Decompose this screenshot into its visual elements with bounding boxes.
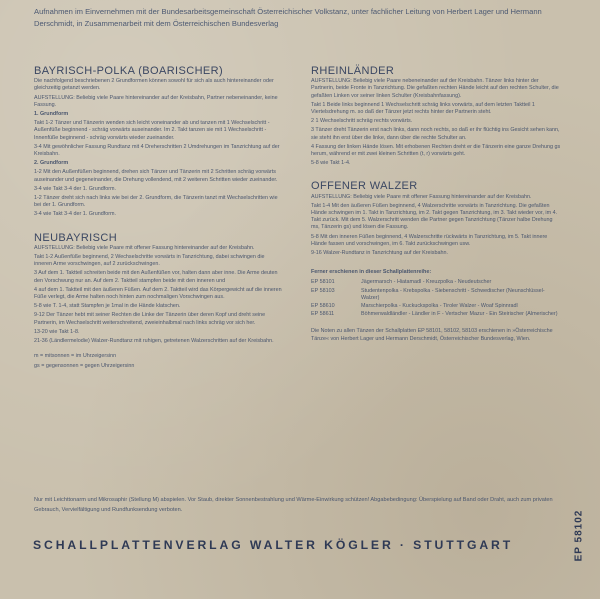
paragraph: 3-4 wie Takt 3-4 der 1. Grundform. [34,211,116,218]
release-title: Jägermarsch - Hiatamadl - Kreuzpolka - Neudeutscher [361,279,492,286]
release-item [311,288,561,302]
paragraph: 9-16 Walzer-Rundtanz in Tanzrichtung auf der Kreisbahn. [311,250,448,257]
legend-item: gs = gegensonnen = gegen Uhrzeigersinn [34,362,135,369]
release-catalog-number: EP 58103 [311,287,335,294]
paragraph: 3 Auf dem 1. Taktteil schreiten beide mit den Außenfüßen vor, halten dann aber inne. Die Arme deuten den Vorschwung nur an. Auf dem 2. Taktteil stampfen beide mit den inneren und [34,270,278,284]
sheet-music-note: Die Noten zu allen Tänzen der Schallplatten EP 58101, 58102, 58103 erschienen in »Österreichische Tänze« von Herbert Lager und Hermann Derschmidt, Österreichischer Bundesverlag, Wien. [311,328,553,342]
bayrisch-polka-title: BAYRISCH-POLKA (BOARISCHER) [34,65,224,77]
paragraph: 5-8 wie T. 1-4, statt Stampfen je 1mal in die Hände klatschen. [34,303,181,310]
bayrisch-polka-text [34,78,282,218]
paragraph: 21-36 (Ländlermelodie) Walzer-Rundtanz mit ruhigen, getretenen Walzerschritten auf der Kreisbahn. [34,338,274,345]
catalog-number [568,495,590,575]
paragraph: 1-2 Mit den Außenfüßen beginnend, drehen sich Tänzer und Tänzerin mit 2 Schritten schräg vorwärts auseinander und gegeneinander, die Drehung vollendend, mit 2 weiteren Schritten wieder zueinander. [34,169,278,183]
rheinlaender-text [311,78,561,167]
subheading: 1. Grundform [34,111,69,118]
catalog-number-text: EP 58102 [573,509,585,561]
subheading: 2. Grundform [34,160,69,167]
paragraph: AUFSTELLUNG: Beliebig viele Paare nebeneinander auf der Kreisbahn. Tänzer links hinter der Partnerin, beide Fronte in Tanzrichtung. Die gefaßten rechten Hände leicht auf den rechten Schulter, die gefaßten Linken vor seiner linken Schulter (Kreisbahnfassung). [311,78,559,99]
neubayrisch-title: NEUBAYRISCH [34,231,118,244]
playback-instructions: Nur mit Leichttonarm und Mikrosaphir (Stellung M) abspielen. Vor Staub, direkter Sonnenbestrahlung und Wärme-Einwirkung schützen! Abgabebedingung: Überspielung auf Band oder Draht, auch zum privaten Gebrauch, Vervielfältigung und Rundfunksendung verboten. [34,497,553,513]
left-column [34,65,282,372]
paragraph: 3 Tänzer dreht Tänzerin erst nach links, dann noch rechts, so daß er ihr flüchtig ins Gesicht sehen kann, sie steht ihn erst über die linke, dann über die rechte Schulter an. [311,127,560,141]
release-catalog-number: EP 58611 [311,311,335,318]
release-catalog-number: EP 58101 [311,279,335,286]
release-title: Marschierpolka - Kuckuckspolka - Tiroler Walzer - Woaf Spinnradl [361,303,518,310]
paragraph: Takt 1-2 Außenfüße beginnend, 2 Wechselschritte vorwärts in Tanzrichtung, dabei schwingen die inneren Arme vorschwingen, auf 2 zurückschwingen. [34,254,265,268]
release-title: Böhmerwaldländler - Ländler in F - Vertscher Mazur - Ein Steirischer (Almerischer) [361,311,558,318]
paragraph: Die nachfolgend beschriebenen 2 Grundformen können sowohl für sich als auch hintereinander oder gleichzeitig getanzt werden. [34,78,274,92]
legend-item: m = mitsonnen = im Uhrzeigersinn [34,353,117,360]
paragraph: Takt 1-2 Tänzer und Tänzerin wenden sich leicht voneinander ab und tanzen mit 1 Wechselschritt - Außenfüße beginnend - schräg vorwärts auseinander. Im 2. Takt tanzen sie mit 1 Wechselschritt - Innenfüße beginnend - schräg vorwärts wieder zueinander. [34,120,270,141]
direction-legend [34,353,282,369]
paragraph: Takt 1-4 Mit den äußeren Füßen beginnend, 4 Walzerschritte vorwärts in Tanzrichtung. Die gefaßten Hände schwingen im 1. Takt in Tanzrichtung, im 2. Takt gegen Tanzrichtung, im 3. Takt wieder vor, im 4. Takt zurück. Mit dem 5. Walzerschritt wenden die Partner gegen Tanzrichtung (Tänzer halbe Drehung ms, Tänzerin gs) und lösen die Fassung. [311,202,558,231]
releases-heading: Ferner erschienen in dieser Schallplattenreihe: [311,269,432,276]
right-column [311,65,561,343]
paragraph: 5-8 Mit den inneren Füßen beginnend, 4 Walzerschritte rückwärts in Tanzrichtung, im 5. Takt innere Hände fassen und vorschwingen, im 6. Takt zurückschwingen usw. [311,233,548,247]
release-catalog-number: EP 58610 [311,303,335,310]
rheinlaender-title: RHEINLÄNDER [311,65,395,77]
paragraph: 13-20 wie Takt 1-8. [34,328,80,335]
paragraph: 3-4 wie Takt 3-4 der 1. Grundform. [34,185,116,192]
publisher-line: SCHALLPLATTENVERLAG WALTER KÖGLER · STUTTGART [33,538,514,552]
paragraph: 4 auf dem 1. Taktteil mit den äußeren Füßen. Auf dem 2. Taktteil wird das Körpergewicht auf die inneren Füße verlegt, die Arme halten noch hinten zum nochmaligen Vorschwingen aus. [34,286,282,301]
paragraph: 4 Fassung der linken Hände lösen. Mit erhobenen Rechten dreht er die Tänzerin eine ganze Drehung gs herum, während er mit zwei kleinen Schritten (t, r) vorwärts geht. [311,143,561,158]
paragraph: 3-4 Mit gewöhnlicher Fassung Rundtanz mit 4 Dreherschritten 2 Umdrehungen im Tanzrichtung auf der Kreisbahn. [34,143,280,158]
paragraph: 5-8 wie Takt 1-4. [311,160,351,167]
intro-text: Aufnahmen im Einvernehmen mit der Bundesarbeitsgemeinschaft Österreichischer Volkstanz, unter fachlicher Leitung von Herbert Lager und Hermann Derschmidt, in Zusammenarbeit mit dem Österreichischen Bundesverlag [34,7,542,28]
paragraph: Takt 1 Beide links beginnend 1 Wechselschritt schräg links vorwärts, auf dem letzten Taktteil 1 Viertelsdrehung m. so daß der Tänzer jetzt rechts hinter der Partnerin steht. [311,101,535,116]
release-item [311,279,561,286]
paragraph: 9-12 Der Tänzer hebt mit seiner Rechten die Linke der Tänzerin über deren Kopf und dreht seine Partnerin, im Wechselschritt weiterschreitend, zweieinhalbmal nach links schräg vor sich her. [34,312,266,326]
neubayrisch-text [34,245,282,345]
offener-walzer-text [311,194,561,258]
release-item [311,311,561,318]
paragraph: AUFSTELLUNG: Beliebig viele Paare mit offener Fassung hintereinander auf der Kreisbahn. [311,193,532,200]
paragraph: AUFSTELLUNG: Beliebig viele Paare hintereinander auf der Kreisbahn, Partner nebeneinander, keine Fassung. [34,94,278,108]
paragraph: AUFSTELLUNG: Beliebig viele Paare mit offener Fassung hintereinander auf der Kreisbahn. [34,244,255,251]
paragraph: 1-2 Tänzer dreht sich nach links wie bei der 2. Grundform, die Tänzerin tanzt mit Wechselschritten wie bei der 1. Grundform. [34,195,278,209]
offener-walzer-title: OFFENER WALZER [311,180,418,193]
other-releases [311,269,561,318]
release-title: Studentenpolka - Krebspolka - Siebenschritt - Schwedischer (Neunschlüssel-Walzer) [361,287,545,301]
paragraph: 2 1 Wechselschritt schräg rechts vorwärts. [311,118,413,125]
release-item [311,303,561,310]
